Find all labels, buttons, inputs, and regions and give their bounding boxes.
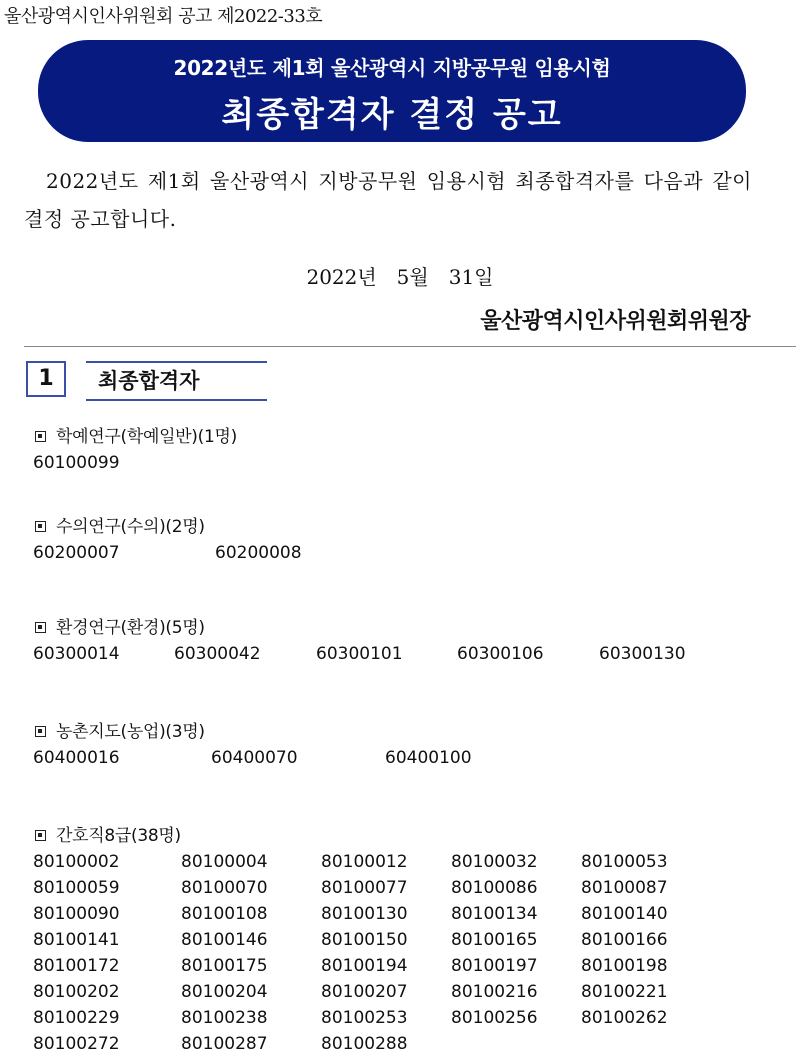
candidate-number: 80100253 bbox=[321, 1008, 408, 1028]
candidate-number: 80100256 bbox=[451, 1008, 538, 1028]
category-name: 간호직8급(38명) bbox=[56, 826, 181, 846]
number-row bbox=[33, 927, 773, 953]
square-bullet-icon bbox=[35, 622, 46, 633]
candidate-number: 80100172 bbox=[33, 956, 120, 976]
category-name: 수의연구(수의)(2명) bbox=[56, 517, 205, 537]
candidate-number: 80100175 bbox=[181, 956, 268, 976]
candidate-number: 80100090 bbox=[33, 904, 120, 924]
square-bullet-icon bbox=[35, 830, 46, 841]
category-heading bbox=[33, 514, 773, 540]
candidate-number: 60100099 bbox=[33, 453, 120, 473]
candidate-number: 80100221 bbox=[581, 982, 668, 1002]
candidate-number: 80100287 bbox=[181, 1034, 268, 1054]
candidate-number: 60400070 bbox=[211, 748, 298, 768]
number-row bbox=[33, 641, 773, 667]
candidate-number: 60300101 bbox=[316, 644, 403, 664]
candidate-number: 80100272 bbox=[33, 1034, 120, 1054]
candidate-number: 80100202 bbox=[33, 982, 120, 1002]
section-number: 1 bbox=[26, 361, 66, 397]
title-banner bbox=[38, 40, 746, 142]
candidate-number: 60200007 bbox=[33, 543, 120, 563]
notice-date: 2022년 5월 31일 bbox=[306, 265, 494, 289]
candidate-number: 80100238 bbox=[181, 1008, 268, 1028]
category-heading bbox=[33, 823, 773, 849]
category-heading bbox=[33, 424, 773, 450]
candidate-number: 80100140 bbox=[581, 904, 668, 924]
section-title: 최종합격자 bbox=[86, 361, 267, 401]
issuer-name: 울산광역시인사위원회위원장 bbox=[480, 309, 750, 334]
candidate-number: 60200008 bbox=[215, 543, 302, 563]
candidate-number: 60300106 bbox=[457, 644, 544, 664]
square-bullet-icon bbox=[35, 521, 46, 532]
number-row bbox=[33, 901, 773, 927]
notice-number: 울산광역시인사위원회 공고 제2022-33호 bbox=[4, 6, 323, 27]
banner-subtitle: 2022년도 제1회 울산광역시 지방공무원 임용시험 bbox=[173, 56, 611, 80]
divider bbox=[24, 346, 796, 347]
category-name: 농촌지도(농업)(3명) bbox=[56, 722, 205, 742]
candidate-number: 80100053 bbox=[581, 852, 668, 872]
candidate-number: 80100198 bbox=[581, 956, 668, 976]
category-name: 학예연구(학예일반)(1명) bbox=[56, 427, 237, 447]
number-row bbox=[33, 875, 773, 901]
candidate-number: 80100288 bbox=[321, 1034, 408, 1054]
candidate-number: 60300130 bbox=[599, 644, 686, 664]
candidate-number: 80100086 bbox=[451, 878, 538, 898]
candidate-number: 80100204 bbox=[181, 982, 268, 1002]
candidate-number: 80100130 bbox=[321, 904, 408, 924]
candidate-number: 80100108 bbox=[181, 904, 268, 924]
candidate-number: 80100262 bbox=[581, 1008, 668, 1028]
candidate-number: 80100197 bbox=[451, 956, 538, 976]
candidate-number: 80100087 bbox=[581, 878, 668, 898]
candidate-number: 60400016 bbox=[33, 748, 120, 768]
candidate-number: 80100070 bbox=[181, 878, 268, 898]
candidate-number: 80100004 bbox=[181, 852, 268, 872]
candidate-number: 60300014 bbox=[33, 644, 120, 664]
number-row bbox=[33, 745, 773, 771]
number-row bbox=[33, 953, 773, 979]
candidate-number: 80100229 bbox=[33, 1008, 120, 1028]
candidate-number: 80100166 bbox=[581, 930, 668, 950]
candidate-number: 80100141 bbox=[33, 930, 120, 950]
category-block bbox=[33, 615, 773, 667]
category-heading bbox=[33, 719, 773, 745]
candidate-number: 60300042 bbox=[174, 644, 261, 664]
candidate-number: 80100194 bbox=[321, 956, 408, 976]
candidate-number: 80100216 bbox=[451, 982, 538, 1002]
candidate-number: 60400100 bbox=[385, 748, 472, 768]
candidate-number: 80100077 bbox=[321, 878, 408, 898]
category-block bbox=[33, 424, 773, 476]
intro-paragraph: 2022년도 제1회 울산광역시 지방공무원 임용시험 최종합격자를 다음과 같이 결정 공고합니다. bbox=[24, 169, 752, 231]
candidate-number: 80100146 bbox=[181, 930, 268, 950]
number-row bbox=[33, 450, 773, 476]
number-row bbox=[33, 540, 773, 566]
category-block bbox=[33, 823, 773, 1057]
candidate-number: 80100207 bbox=[321, 982, 408, 1002]
candidate-number: 80100165 bbox=[451, 930, 538, 950]
number-row bbox=[33, 1031, 773, 1057]
candidate-number: 80100032 bbox=[451, 852, 538, 872]
candidate-number: 80100134 bbox=[451, 904, 538, 924]
candidate-number: 80100012 bbox=[321, 852, 408, 872]
number-row bbox=[33, 849, 773, 875]
category-heading bbox=[33, 615, 773, 641]
category-block bbox=[33, 719, 773, 771]
number-row bbox=[33, 1005, 773, 1031]
square-bullet-icon bbox=[35, 726, 46, 737]
number-row bbox=[33, 979, 773, 1005]
square-bullet-icon bbox=[35, 431, 46, 442]
candidate-number: 80100059 bbox=[33, 878, 120, 898]
banner-title: 최종합격자 결정 공고 bbox=[221, 95, 563, 135]
category-name: 환경연구(환경)(5명) bbox=[56, 618, 205, 638]
candidate-number: 80100150 bbox=[321, 930, 408, 950]
candidate-number: 80100002 bbox=[33, 852, 120, 872]
category-block bbox=[33, 514, 773, 566]
